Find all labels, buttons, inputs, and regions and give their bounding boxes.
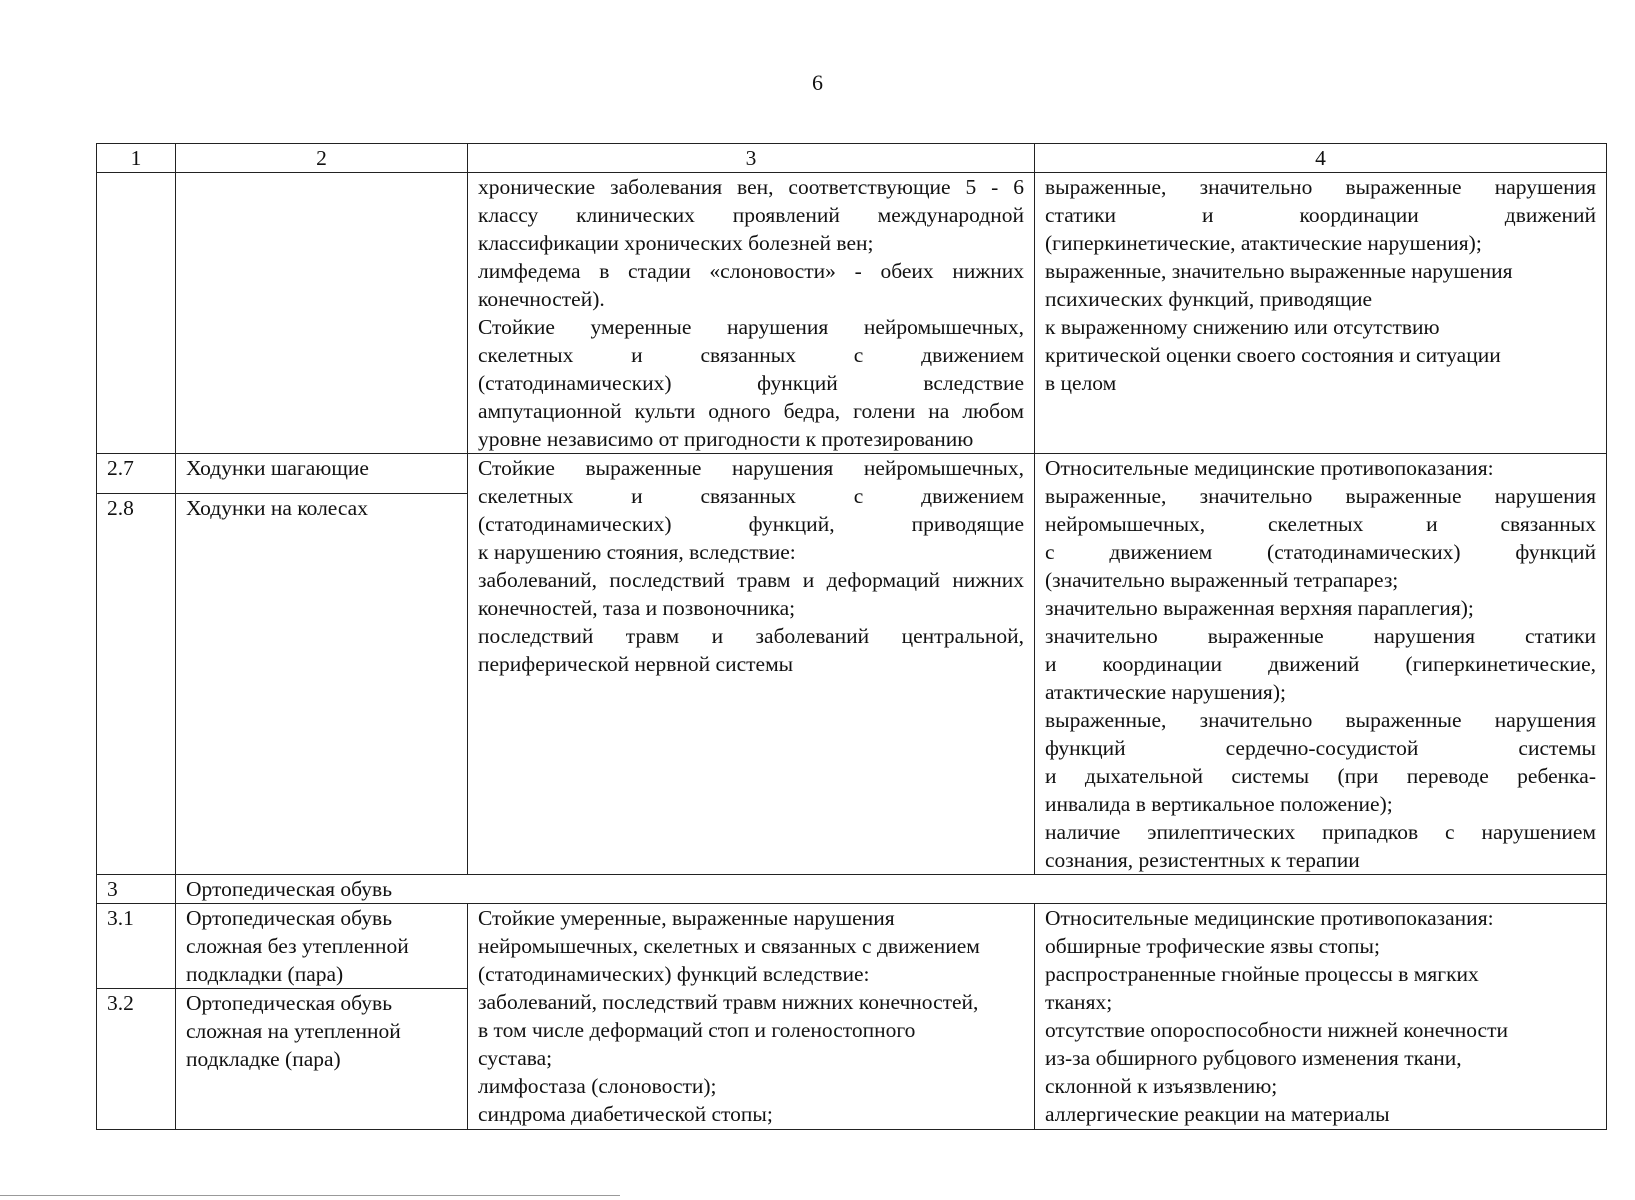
indications-cell: Стойкие умеренные, выраженные нарушения нейромышечных, скелетных и связанных с движением (статодинамических) функций вследствие: заболеваний, последствий травм нижних конечностей, в том числе деформаций стоп и голеностопного сустава; лимфостаза (слоновости); синдрома диабетической стопы; <box>468 904 1035 1130</box>
name-cell <box>176 173 468 454</box>
number-cell: 2.8 <box>97 494 176 875</box>
indications-cell: хронические заболевания вен, соответствующие 5 - 6 классу клинических проявлений международной классификации хронических болезней вен; лимфедема в стадии «слоновости» - обеих нижних конечностей). Стойкие умеренные нарушения нейромышечных, скелетных и связанных с движением (статодинамических) функций вследствие ампутационной культи одного бедра, голени на любом уровне независимо от пригодности к протезированию <box>468 173 1035 454</box>
page-number: 6 <box>812 70 823 95</box>
page-edge-line <box>0 1195 620 1196</box>
indications-cell: Стойкие выраженные нарушения нейромышечных, скелетных и связанных с движением (статодинамических) функций, приводящие к нарушению стояния, вследствие: заболеваний, последствий травм и деформаций нижних конечностей, таза и позвоночника; последствий травм и заболеваний центральной, периферической нервной системы <box>468 454 1035 875</box>
number-cell: 3 <box>97 875 176 904</box>
table-row <box>97 875 1607 904</box>
name-cell: Ходунки шагающие <box>176 454 468 494</box>
number-cell: 3.2 <box>97 989 176 1130</box>
name-cell: Ходунки на колесах <box>176 494 468 875</box>
contraindications-cell: Относительные медицинские противопоказания: обширные трофические язвы стопы; распространенные гнойные процессы в мягких тканях; отсутствие опороспособности нижней конечности из-за обширного рубцового изменения ткани, склонной к изъязвлению; аллергические реакции на материалы <box>1035 904 1607 1130</box>
number-cell <box>97 173 176 454</box>
number-cell: 2.7 <box>97 454 176 494</box>
number-cell: 3.1 <box>97 904 176 989</box>
contraindications-cell: выраженные, значительно выраженные нарушения статики и координации движений (гиперкинетические, атактические нарушения); выраженные, значительно выраженные нарушения психических функций, приводящие к выраженному снижению или отсутствию критической оценки своего состояния и ситуации в целом <box>1035 173 1607 454</box>
header-cell: 1 <box>97 144 176 173</box>
document-table <box>96 143 1607 1130</box>
table-row <box>97 173 1607 454</box>
table-header-row <box>97 144 1607 173</box>
header-cell: 2 <box>176 144 468 173</box>
header-cell: 3 <box>468 144 1035 173</box>
group-title-cell: Ортопедическая обувь <box>176 875 1607 904</box>
table-row <box>97 454 1607 494</box>
table-row <box>97 904 1607 989</box>
name-cell: Ортопедическая обувь сложная без утепленной подкладки (пара) <box>176 904 468 989</box>
header-cell: 4 <box>1035 144 1607 173</box>
contraindications-cell: Относительные медицинские противопоказания: выраженные, значительно выраженные нарушения нейромышечных, скелетных и связанных с движением (статодинамических) функций (значительно выраженный тетрапарез; значительно выраженная верхняя параплегия); значительно выраженные нарушения статики и координации движений (гиперкинетические, атактические нарушения); выраженные, значительно выраженные нарушения функций сердечно-сосудистой системы и дыхательной системы (при переводе ребенка- инвалида в вертикальное положение); наличие эпилептических припадков с нарушением сознания, резистентных к терапии <box>1035 454 1607 875</box>
name-cell: Ортопедическая обувь сложная на утепленной подкладке (пара) <box>176 989 468 1130</box>
